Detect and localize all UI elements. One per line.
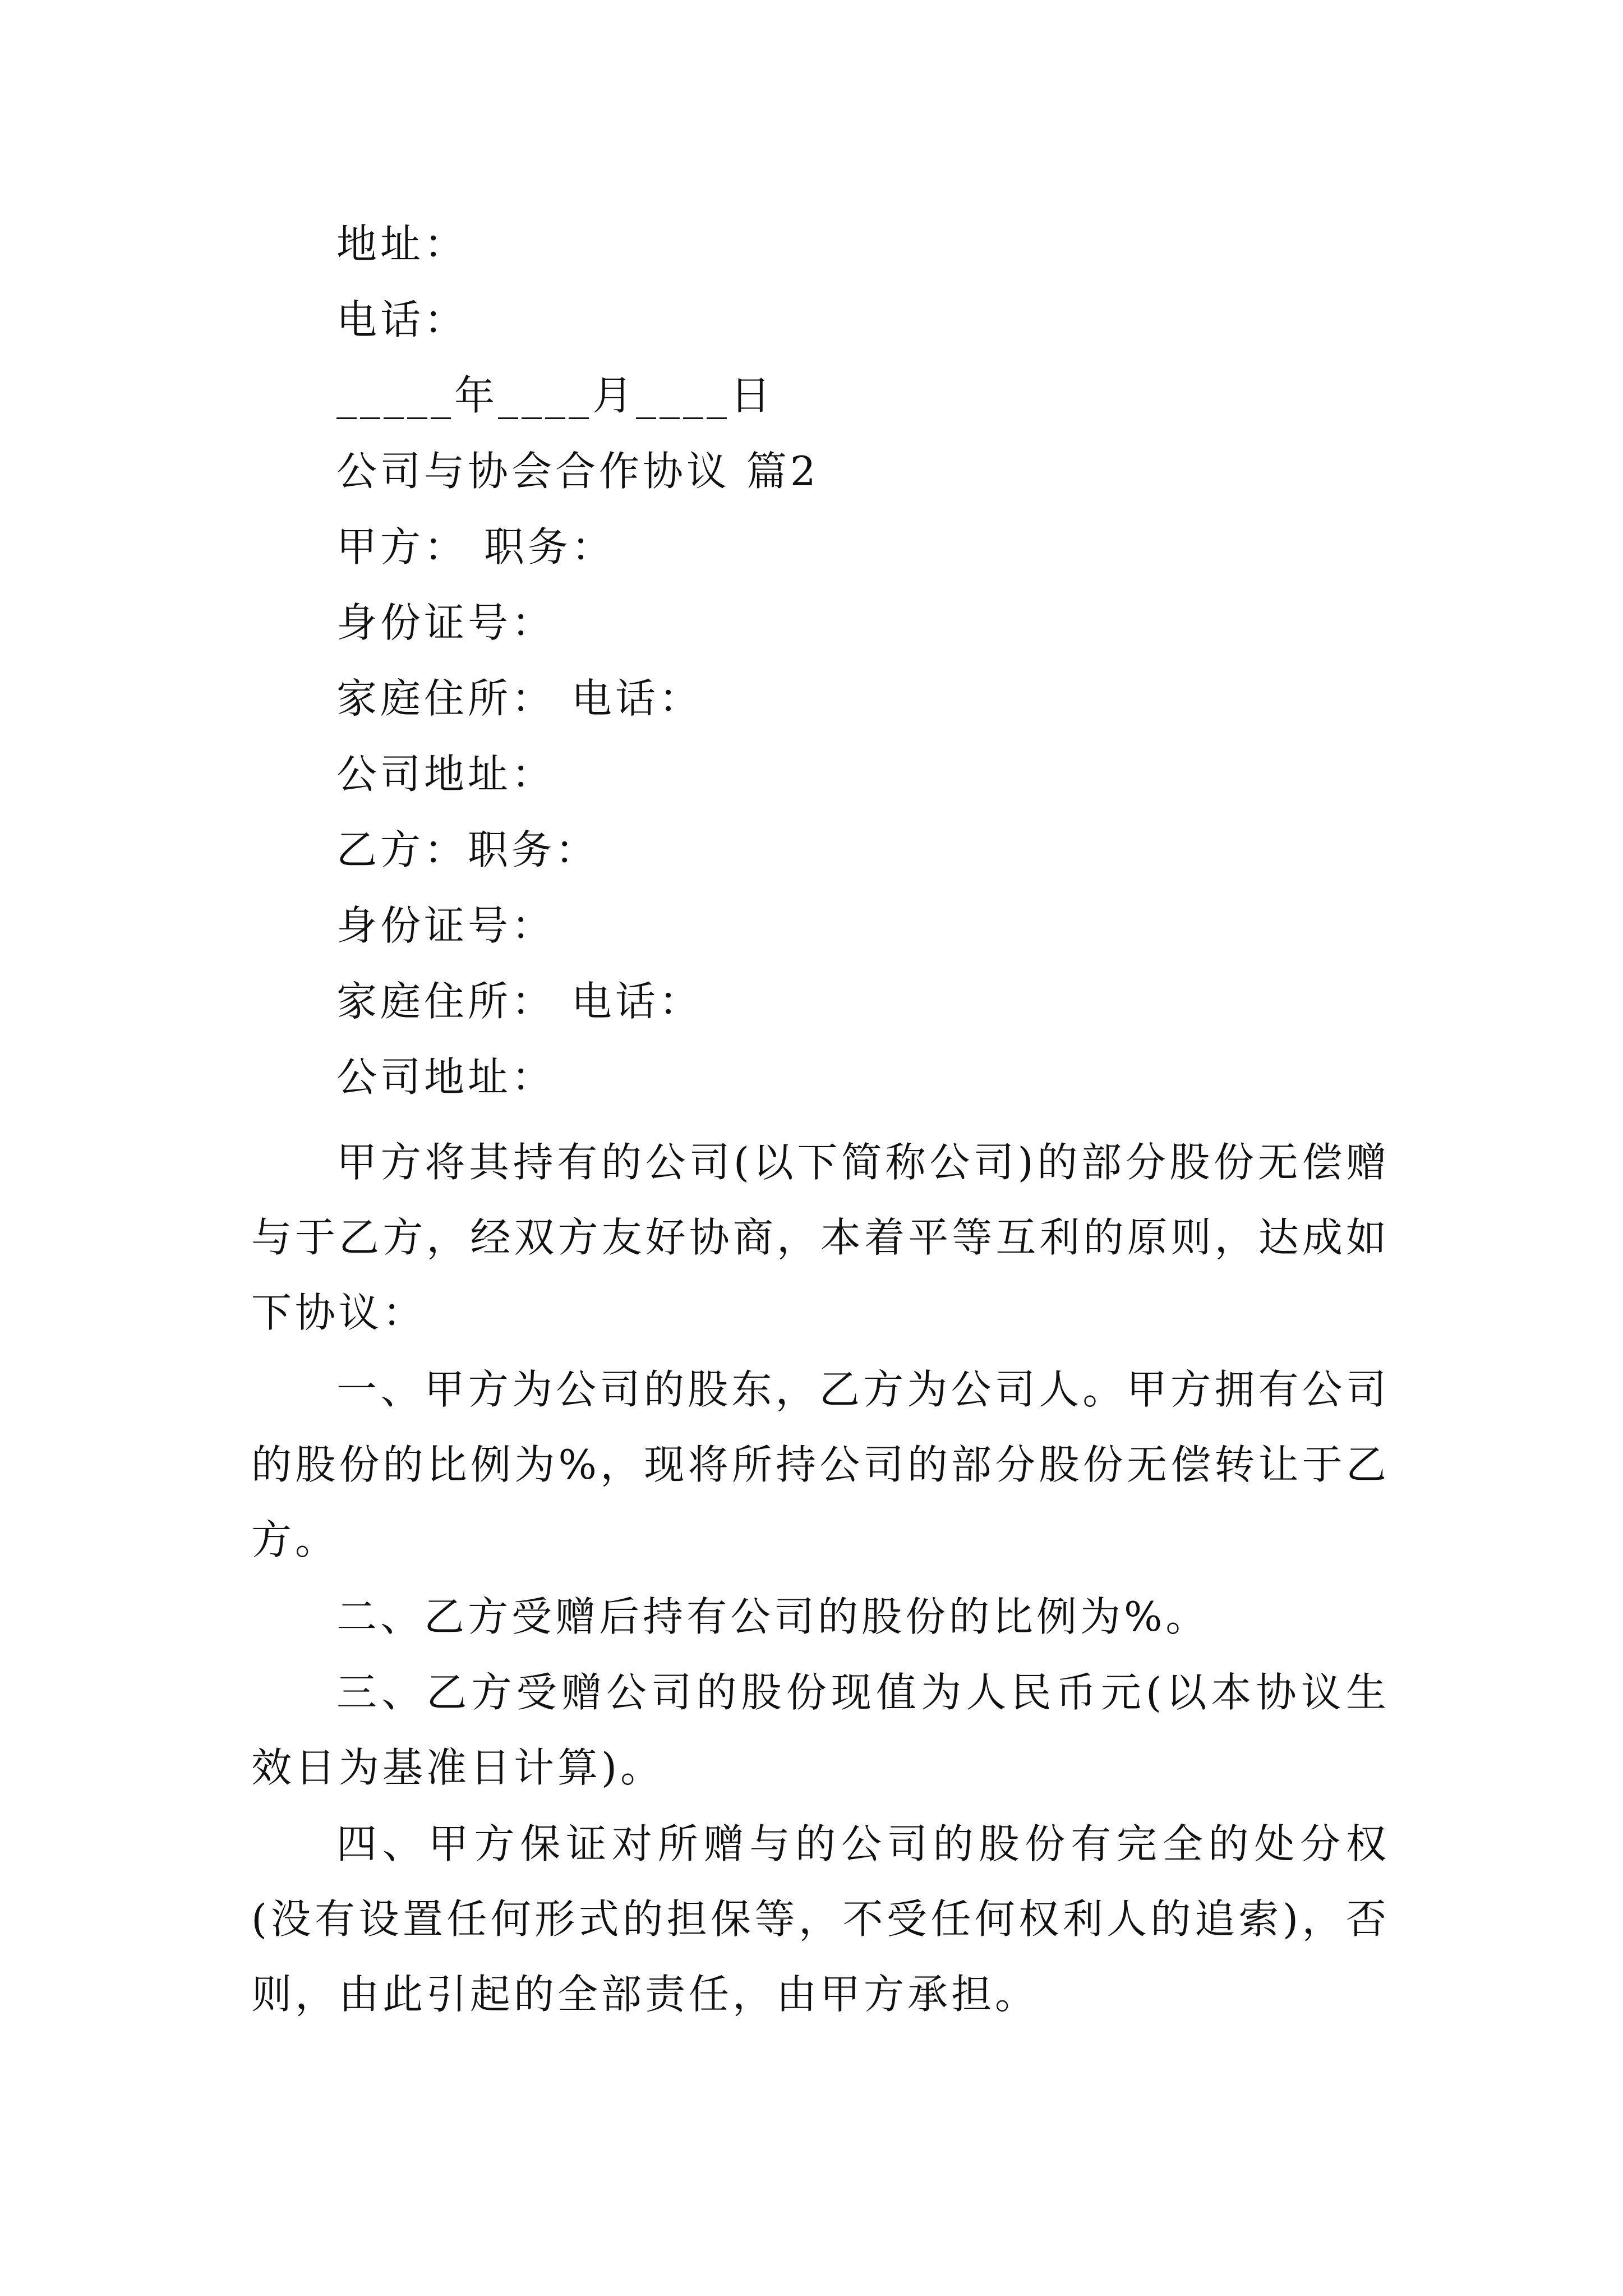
clause-2-paragraph: 二、乙方受赠后持有公司的股份的比例为%。 [336,1593,1210,1640]
agreement-title: 公司与协会合作协议 篇2 [336,448,819,495]
party-b-company-address-line: 公司地址： [336,1053,556,1101]
party-a-position-line: 甲方： 职务： [336,523,615,570]
clause-1-paragraph: 一、甲方为公司的股东，乙方为公司人。甲方拥有公司的股份的比例为%，现将所持公司的部分股份无偿转让于乙方。 [251,1366,1390,1563]
intro-paragraph: 甲方将其持有的公司(以下简称公司)的部分股份无偿赠与于乙方，经双方友好协商，本着平等互利的原则，达成如下协议： [251,1139,1390,1336]
phone-line: 电话： [336,296,468,343]
party-a-company-address-line: 公司地址： [336,751,556,798]
address-line: 地址： [336,220,468,268]
clause-3-paragraph: 三、乙方受赠公司的股份现值为人民币元(以本协议生效日为基准日计算)。 [251,1669,1390,1791]
clause-4-paragraph: 四、甲方保证对所赠与的公司的股份有完全的处分权(没有设置任何形式的担保等，不受任何权利人的追索)，否则，由此引起的全部责任，由甲方承担。 [251,1820,1390,2018]
party-b-position-line: 乙方：职务： [336,826,600,873]
party-a-residence-line: 家庭住所： 电话： [336,675,703,722]
party-b-id-line: 身份证号： [336,902,556,949]
party-b-residence-line: 家庭住所： 电话： [336,978,703,1025]
party-a-id-line: 身份证号： [336,599,556,646]
date-line: _____年____月____日 [336,372,774,419]
